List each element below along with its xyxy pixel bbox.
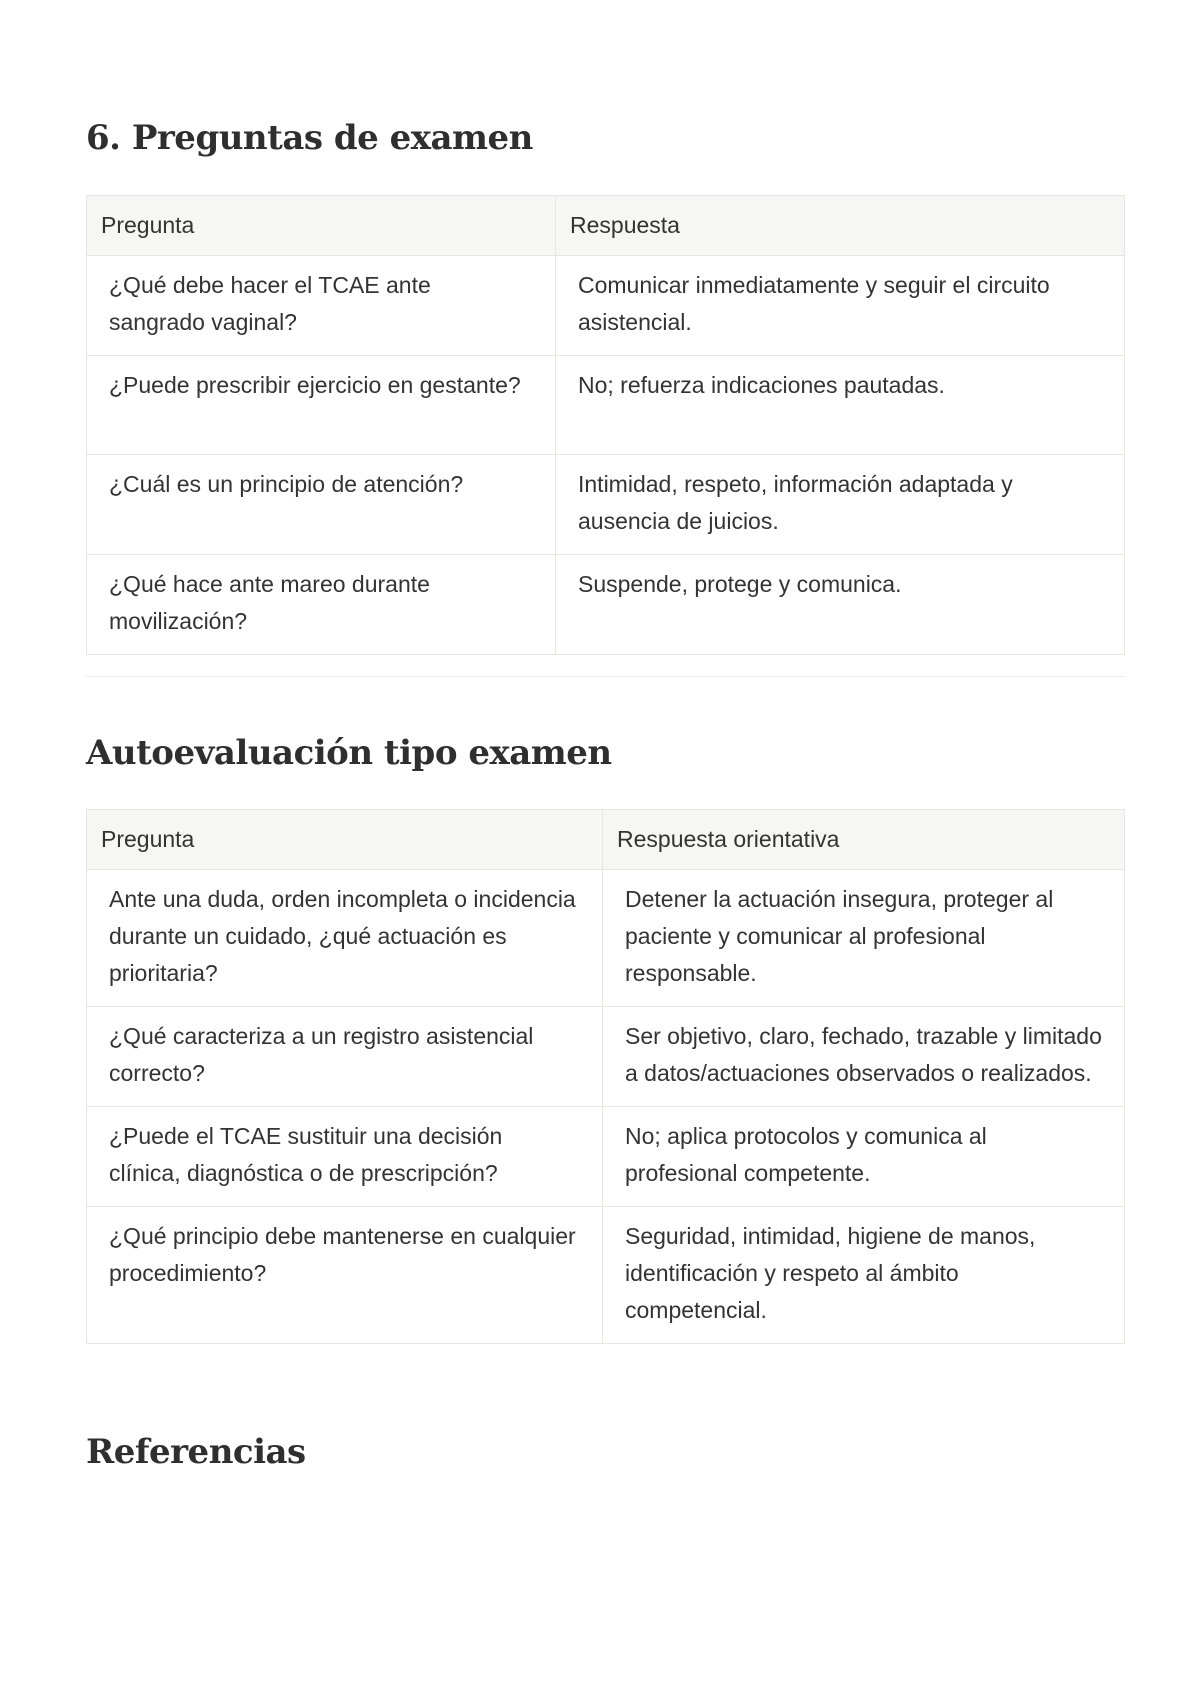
- column-header-respuesta-orientativa: Respuesta orientativa: [603, 810, 1125, 870]
- answer-cell: Seguridad, intimidad, higiene de manos, identificación y respeto al ámbito competencial.: [603, 1207, 1125, 1344]
- section-title-referencias: Referencias: [86, 1432, 306, 1472]
- column-header-respuesta: Respuesta: [556, 196, 1125, 256]
- question-cell: ¿Puede prescribir ejercicio en gestante?: [87, 356, 556, 455]
- answer-cell: Suspende, protege y comunica.: [556, 555, 1125, 655]
- question-cell: ¿Qué debe hacer el TCAE ante sangrado vaginal?: [87, 256, 556, 356]
- exam-questions-table: [86, 195, 1125, 655]
- table-row: [87, 555, 1125, 655]
- answer-cell: Intimidad, respeto, información adaptada y ausencia de juicios.: [556, 455, 1125, 555]
- table-header-row: [87, 810, 1125, 870]
- section-title-autoevaluacion: Autoevaluación tipo examen: [86, 733, 612, 773]
- question-cell: ¿Puede el TCAE sustituir una decisión clínica, diagnóstica o de prescripción?: [87, 1107, 603, 1207]
- table-header-row: [87, 196, 1125, 256]
- table-row: [87, 256, 1125, 356]
- table-row: [87, 356, 1125, 455]
- self-assessment-table: [86, 809, 1125, 1344]
- answer-cell: No; refuerza indicaciones pautadas.: [556, 356, 1125, 455]
- table-row: [87, 870, 1125, 1007]
- section-title-preguntas: 6. Preguntas de examen: [86, 118, 533, 158]
- question-cell: Ante una duda, orden incompleta o incidencia durante un cuidado, ¿qué actuación es prioritaria?: [87, 870, 603, 1007]
- section-divider: [86, 676, 1124, 677]
- table-row: [87, 455, 1125, 555]
- column-header-pregunta: Pregunta: [87, 196, 556, 256]
- table-row: [87, 1207, 1125, 1344]
- answer-cell: Detener la actuación insegura, proteger al paciente y comunicar al profesional responsable.: [603, 870, 1125, 1007]
- question-cell: ¿Cuál es un principio de atención?: [87, 455, 556, 555]
- question-cell: ¿Qué hace ante mareo durante movilización?: [87, 555, 556, 655]
- answer-cell: Comunicar inmediatamente y seguir el circuito asistencial.: [556, 256, 1125, 356]
- table-row: [87, 1007, 1125, 1107]
- column-header-pregunta: Pregunta: [87, 810, 603, 870]
- question-cell: ¿Qué caracteriza a un registro asistencial correcto?: [87, 1007, 603, 1107]
- table-row: [87, 1107, 1125, 1207]
- answer-cell: Ser objetivo, claro, fechado, trazable y limitado a datos/actuaciones observados o realizados.: [603, 1007, 1125, 1107]
- question-cell: ¿Qué principio debe mantenerse en cualquier procedimiento?: [87, 1207, 603, 1344]
- answer-cell: No; aplica protocolos y comunica al profesional competente.: [603, 1107, 1125, 1207]
